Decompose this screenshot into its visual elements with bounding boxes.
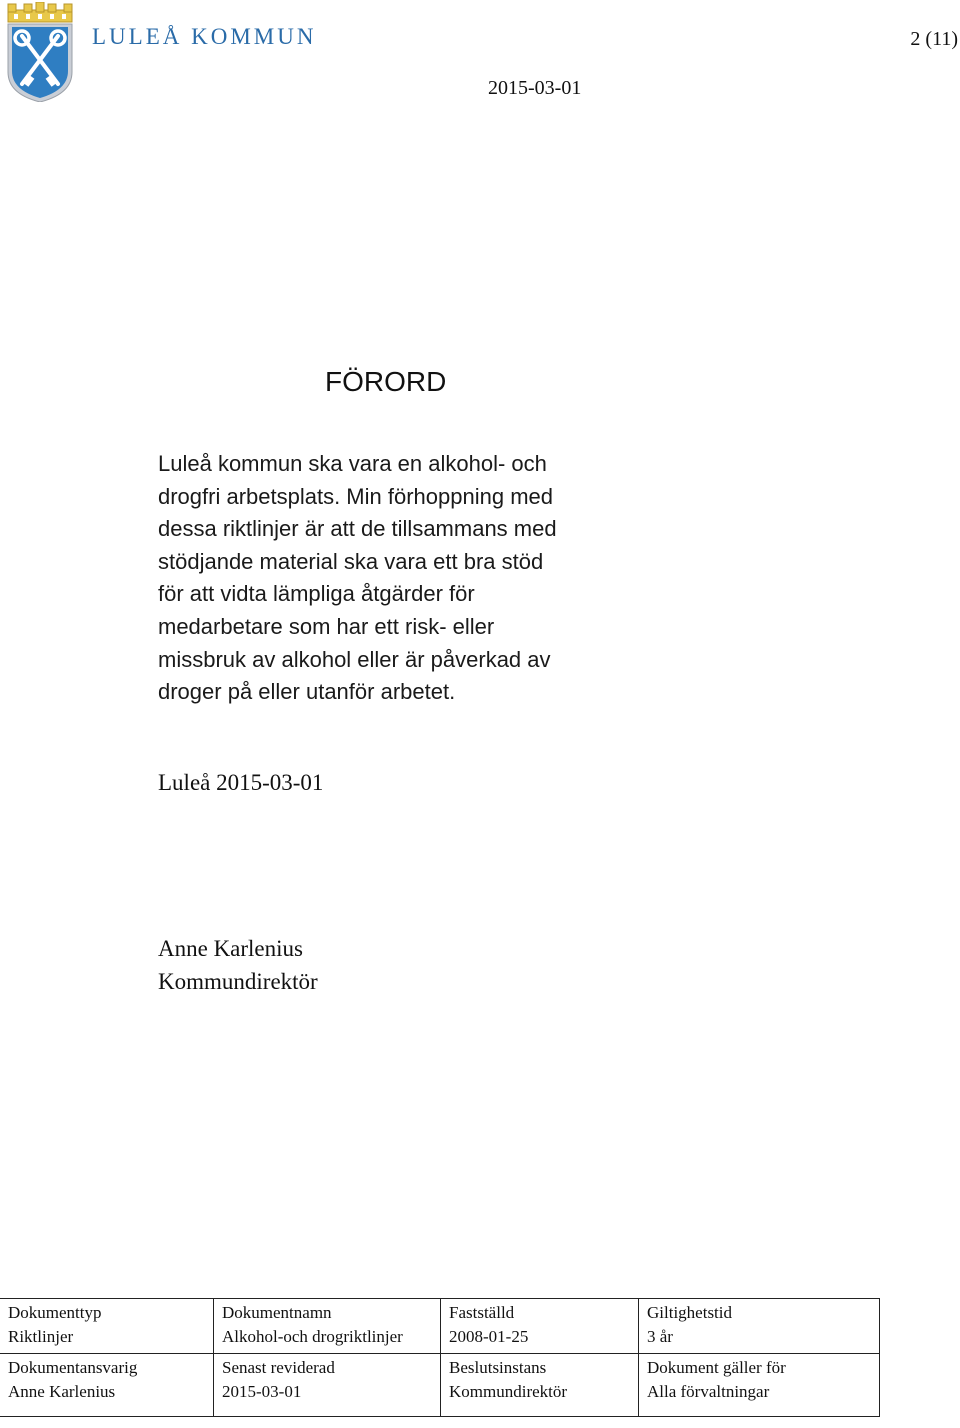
signer-title: Kommundirektör — [158, 969, 318, 994]
table-cell — [441, 1299, 639, 1354]
section-title: FÖRORD — [325, 366, 447, 397]
lulea-crest-logo — [4, 2, 76, 102]
cell-value: Anne Karlenius — [8, 1382, 116, 1401]
table-cell — [214, 1354, 441, 1417]
cell-value: 2008-01-25 — [449, 1327, 529, 1346]
signature-block — [158, 932, 318, 998]
table-cell — [0, 1299, 214, 1354]
cell-value: 3 år — [647, 1327, 673, 1346]
document-info-table — [0, 1298, 880, 1417]
preface-text — [158, 448, 628, 709]
organization-name: LULEÅ KOMMUN — [92, 24, 317, 49]
table-cell — [441, 1354, 639, 1417]
table-cell — [0, 1354, 214, 1417]
cell-label: Beslutsinstans — [449, 1358, 547, 1377]
cell-label: Dokumentansvarig — [8, 1358, 138, 1377]
cell-label: Dokumenttyp — [8, 1303, 102, 1322]
cell-value: 2015-03-01 — [222, 1382, 302, 1401]
preface-line: drogfri arbetsplats. Min förhoppning med — [158, 483, 553, 509]
cell-label: Giltighetstid — [647, 1303, 732, 1322]
preface-line: stödjande material ska vara ett bra stöd — [158, 548, 544, 574]
cell-value: Alla förvaltningar — [647, 1382, 770, 1401]
table-cell — [639, 1299, 880, 1354]
cell-value: Kommundirektör — [449, 1382, 568, 1401]
cell-label: Dokument gäller för — [647, 1358, 786, 1377]
header-date: 2015-03-01 — [488, 77, 582, 99]
cell-label: Senast reviderad — [222, 1358, 335, 1377]
table-row — [0, 1299, 880, 1354]
table-row — [0, 1354, 880, 1417]
cell-value: Alkohol-och drogriktlinjer — [222, 1327, 403, 1346]
place-and-date: Luleå 2015-03-01 — [158, 770, 324, 795]
cell-label: Fastställd — [449, 1303, 515, 1322]
preface-line: missbruk av alkohol eller är påverkad av — [158, 646, 551, 672]
preface-line: för att vidta lämpliga åtgärder för — [158, 581, 475, 607]
preface-line: Luleå kommun ska vara en alkohol- och — [158, 451, 547, 476]
cell-label: Dokumentnamn — [222, 1303, 332, 1322]
table-cell — [639, 1354, 880, 1417]
cell-value: Riktlinjer — [8, 1327, 74, 1346]
preface-line: medarbetare som har ett risk- eller — [158, 613, 495, 639]
signer-name: Anne Karlenius — [158, 936, 303, 961]
preface-line: droger på eller utanför arbetet. — [158, 679, 456, 705]
page-number: 2 (11) — [910, 28, 958, 50]
preface-line: dessa riktlinjer är att de tillsammans med — [158, 516, 557, 542]
table-cell — [214, 1299, 441, 1354]
